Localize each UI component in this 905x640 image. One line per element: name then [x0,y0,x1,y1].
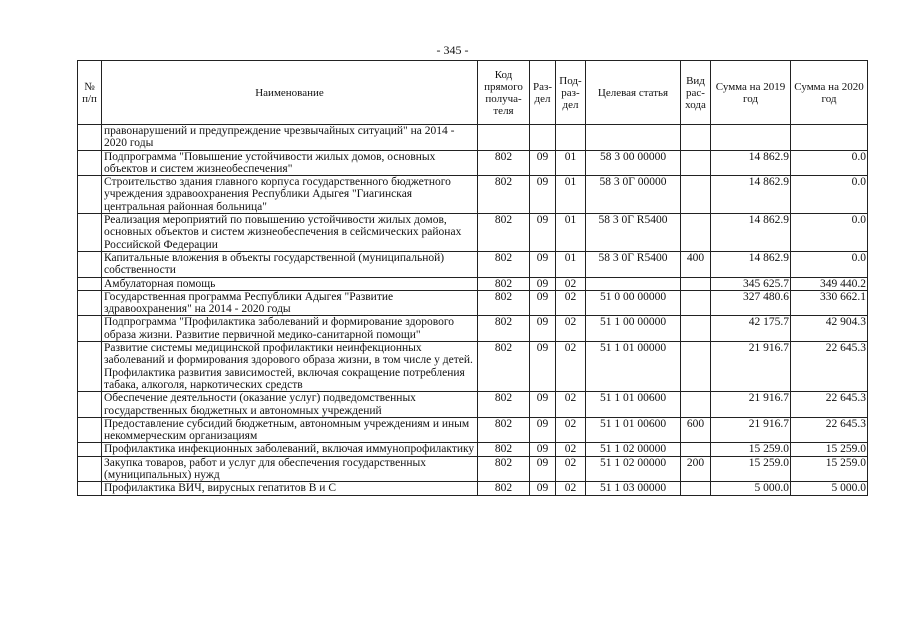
page-number: - 345 - [436,43,469,57]
cell-num [78,150,102,176]
cell-subsection: 02 [556,482,586,495]
cell-section: 09 [530,150,556,176]
cell-code: 802 [478,417,530,443]
cell-exptype [681,392,711,418]
cell-section: 09 [530,482,556,495]
cell-num [78,342,102,392]
header-code: Код прямого получа-теля [478,61,530,125]
cell-subsection: 02 [556,392,586,418]
cell-name: Капитальные вложения в объекты государственной (муниципальной) собственности [102,251,478,277]
cell-num [78,443,102,456]
header-target: Целевая статья [586,61,681,125]
cell-code: 802 [478,316,530,342]
cell-code: 802 [478,150,530,176]
header-sum2019: Сумма на 2019 год [711,61,791,125]
cell-name: Развитие системы медицинской профилактики неинфекционных заболеваний и формирования здорового образа жизни, в том числе у детей. Профилактика развития зависимостей, включая сокращение потребления табака, алкоголя, наркотических средств [102,342,478,392]
cell-sum2019: 345 625.7 [711,277,791,290]
header-subsection: Под-раз-дел [556,61,586,125]
cell-section: 09 [530,214,556,252]
cell-name: Профилактика инфекционных заболеваний, включая иммунопрофилактику [102,443,478,456]
cell-code: 802 [478,392,530,418]
cell-name: Профилактика ВИЧ, вирусных гепатитов В и С [102,482,478,495]
cell-num [78,392,102,418]
cell-sum2019: 14 862.9 [711,214,791,252]
cell-subsection: 02 [556,443,586,456]
cell-target: 58 3 00 00000 [586,150,681,176]
cell-target: 51 1 01 00600 [586,417,681,443]
cell-section: 09 [530,417,556,443]
cell-target: 51 1 02 00000 [586,456,681,482]
cell-subsection: 01 [556,176,586,214]
table-row [78,214,868,252]
cell-code: 802 [478,277,530,290]
cell-num [78,277,102,290]
cell-code: 802 [478,482,530,495]
table-row [78,150,868,176]
cell-sum2019: 14 862.9 [711,150,791,176]
table-row [78,443,868,456]
cell-code: 802 [478,214,530,252]
cell-name: Подпрограмма "Повышение устойчивости жилых домов, основных объектов и систем жизнеобеспечения" [102,150,478,176]
cell-sum2020: 349 440.2 [791,277,868,290]
cell-sum2020: 0.0 [791,214,868,252]
cell-section: 09 [530,176,556,214]
cell-target: 51 1 00 00000 [586,316,681,342]
cell-exptype [681,482,711,495]
cell-num [78,316,102,342]
cell-subsection: 02 [556,456,586,482]
cell-section: 09 [530,277,556,290]
cell-name: правонарушений и предупреждение чрезвычайных ситуаций" на 2014 - 2020 годы [102,125,478,151]
cell-exptype [681,290,711,316]
cell-sum2019: 42 175.7 [711,316,791,342]
cell-sum2020: 42 904.3 [791,316,868,342]
header-sum2020: Сумма на 2020 год [791,61,868,125]
cell-sum2020: 15 259.0 [791,456,868,482]
cell-section: 09 [530,342,556,392]
cell-num [78,417,102,443]
cell-section: 09 [530,316,556,342]
cell-name: Реализация мероприятий по повышению устойчивости жилых домов, основных объектов и систем жизнеобеспечения в сейсмических районах Российской Федерации [102,214,478,252]
cell-num [78,482,102,495]
table-row [78,482,868,495]
cell-subsection: 01 [556,251,586,277]
cell-sum2019: 21 916.7 [711,342,791,392]
cell-sum2020: 15 259.0 [791,443,868,456]
cell-exptype: 600 [681,417,711,443]
cell-target: 51 1 02 00000 [586,443,681,456]
cell-target: 58 3 0Г R5400 [586,214,681,252]
cell-section: 09 [530,392,556,418]
table-row [78,290,868,316]
table-row [78,342,868,392]
cell-sum2019: 14 862.9 [711,176,791,214]
cell-sum2019: 15 259.0 [711,456,791,482]
table-row [78,316,868,342]
cell-target: 58 3 0Г R5400 [586,251,681,277]
cell-subsection: 01 [556,150,586,176]
table-row [78,125,868,151]
table-header-row [78,61,868,125]
cell-subsection: 02 [556,316,586,342]
cell-code: 802 [478,290,530,316]
cell-name: Закупка товаров, работ и услуг для обеспечения государственных (муниципальных) нужд [102,456,478,482]
cell-sum2019: 21 916.7 [711,392,791,418]
cell-name: Подпрограмма "Профилактика заболеваний и формирование здорового образа жизни. Развитие первичной медико-санитарной помощи" [102,316,478,342]
cell-sum2020: 330 662.1 [791,290,868,316]
cell-code: 802 [478,456,530,482]
cell-name: Обеспечение деятельности (оказание услуг) подведомственных государственных бюджетных и автономных учреждений [102,392,478,418]
cell-subsection: 01 [556,214,586,252]
cell-num [78,456,102,482]
cell-section: 09 [530,443,556,456]
cell-section: 09 [530,251,556,277]
cell-target: 51 0 00 00000 [586,290,681,316]
cell-sum2020: 22 645.3 [791,417,868,443]
cell-sum2020 [791,125,868,151]
cell-code: 802 [478,342,530,392]
header-num: № п/п [78,61,102,125]
cell-exptype [681,125,711,151]
cell-num [78,290,102,316]
cell-exptype [681,316,711,342]
table-body [78,125,868,496]
cell-subsection: 02 [556,277,586,290]
cell-num [78,176,102,214]
cell-sum2019: 15 259.0 [711,443,791,456]
cell-subsection [556,125,586,151]
cell-num [78,251,102,277]
cell-code [478,125,530,151]
cell-section [530,125,556,151]
header-name: Наименование [102,61,478,125]
cell-target [586,125,681,151]
cell-target: 58 3 0Г 00000 [586,176,681,214]
cell-subsection: 02 [556,417,586,443]
cell-exptype [681,342,711,392]
cell-name: Строительство здания главного корпуса государственного бюджетного учреждения здравоохранения Республики Адыгея "Гиагинская центральная районная больница" [102,176,478,214]
cell-target [586,277,681,290]
cell-exptype [681,443,711,456]
table-row [78,176,868,214]
cell-sum2019: 5 000.0 [711,482,791,495]
header-section: Раз-дел [530,61,556,125]
table-row [78,417,868,443]
cell-target: 51 1 01 00000 [586,342,681,392]
budget-table [77,60,868,496]
cell-code: 802 [478,443,530,456]
cell-exptype: 400 [681,251,711,277]
cell-exptype: 200 [681,456,711,482]
cell-exptype [681,150,711,176]
cell-sum2020: 5 000.0 [791,482,868,495]
cell-subsection: 02 [556,290,586,316]
cell-section: 09 [530,290,556,316]
header-exptype: Вид рас-хода [681,61,711,125]
cell-num [78,214,102,252]
cell-subsection: 02 [556,342,586,392]
cell-sum2019: 14 862.9 [711,251,791,277]
cell-target: 51 1 01 00600 [586,392,681,418]
cell-sum2019: 21 916.7 [711,417,791,443]
cell-sum2020: 0.0 [791,176,868,214]
cell-sum2020: 0.0 [791,150,868,176]
cell-target: 51 1 03 00000 [586,482,681,495]
cell-num [78,125,102,151]
cell-exptype [681,277,711,290]
cell-code: 802 [478,251,530,277]
table-row [78,392,868,418]
table-row [78,456,868,482]
cell-sum2020: 22 645.3 [791,392,868,418]
cell-section: 09 [530,456,556,482]
cell-sum2019 [711,125,791,151]
cell-sum2019: 327 480.6 [711,290,791,316]
cell-exptype [681,214,711,252]
table-row [78,251,868,277]
table-row [78,277,868,290]
cell-code: 802 [478,176,530,214]
cell-name: Государственная программа Республики Адыгея "Развитие здравоохранения" на 2014 - 2020 годы [102,290,478,316]
cell-name: Предоставление субсидий бюджетным, автономным учреждениям и иным некоммерческим организациям [102,417,478,443]
cell-sum2020: 22 645.3 [791,342,868,392]
cell-name: Амбулаторная помощь [102,277,478,290]
cell-sum2020: 0.0 [791,251,868,277]
cell-exptype [681,176,711,214]
